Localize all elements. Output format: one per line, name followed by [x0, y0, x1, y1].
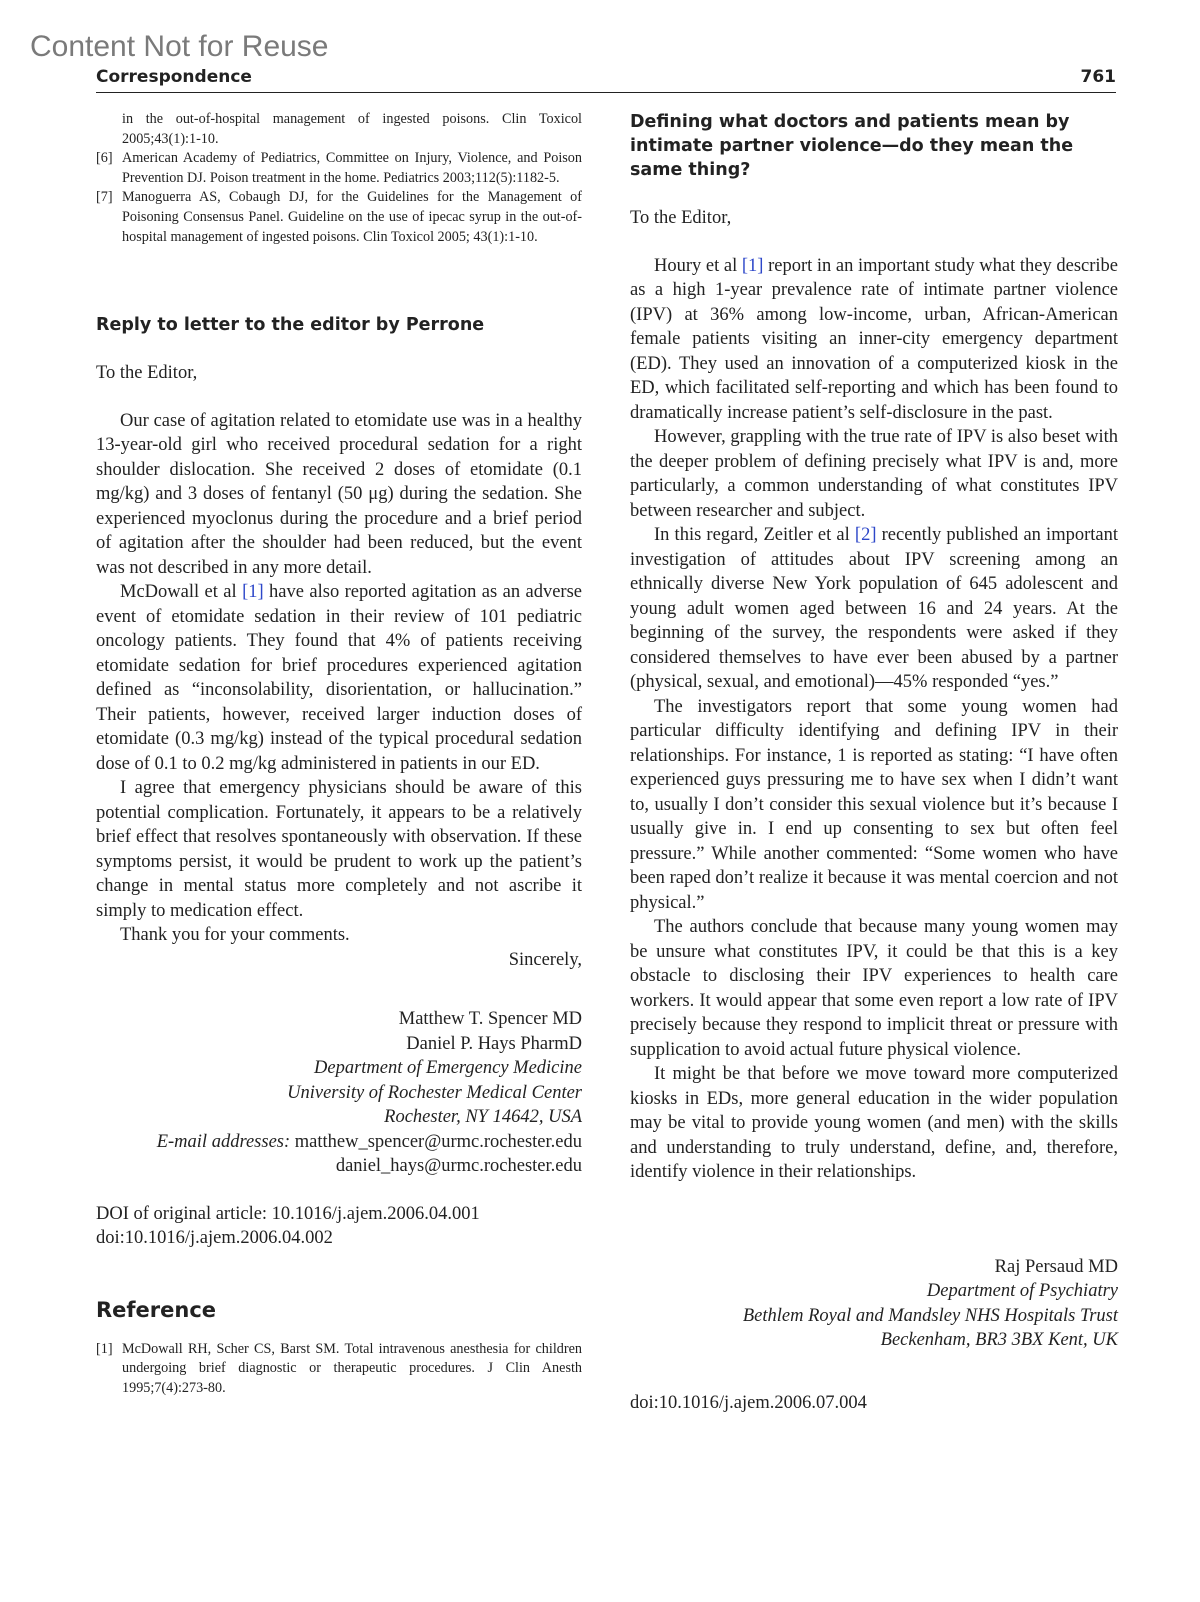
- running-header: [96, 64, 1116, 93]
- letter-body: [630, 254, 1118, 1185]
- paragraph-text: Houry et al: [654, 255, 742, 276]
- author-institution: Bethlem Royal and Mandsley NHS Hospitals Trust: [742, 1305, 1118, 1326]
- page-number: 761: [1080, 67, 1116, 87]
- paragraph-text: have also reported agitation as an adverse event of etomidate sedation in their review of 101 pediatric oncology patients. They found that 4% of patients receiving etomidate sedation for brief procedures experienced agitation defined as “inconsolability, disorientation, or hallucination.” Their patients, however, received larger induction doses of etomidate (0.3 mg/kg) instead of the typical procedural sedation dose of 0.1 to 0.2 mg/kg administered in patients in our ED.: [96, 582, 582, 774]
- right-column: [630, 110, 1118, 1415]
- letter-title: Defining what doctors and patients mean by intimate partner violence—do they mean the same thing?: [630, 112, 1074, 180]
- email-address[interactable]: matthew_spencer@urmc.rochester.edu: [294, 1131, 582, 1152]
- original-doi: DOI of original article: 10.1016/j.ajem.2006.04.001: [96, 1203, 480, 1224]
- salutation: To the Editor,: [96, 363, 198, 384]
- author-city: Rochester, NY 14642, USA: [384, 1107, 582, 1128]
- reference-text: Manoguerra AS, Cobaugh DJ, for the Guidelines for the Management of Poisoning Consensus Panel. Guideline on the use of ipecac syrup in the out-of-hospital management of ingested poisons. Clin Toxicol 2005; 43(1):1-10.: [122, 189, 582, 245]
- paragraph: The investigators report that some young women had particular difficulty identifying and defining IPV in their relationships. For instance, 1 is reported as stating: “I have often experienced guys pressuring me to have sex when I didn’t want to, usually I don’t consider this sexual violence but it’s because I usually give in. I end up consenting to sex but often feel pressure.” While another commented: “Some women who have been raped don’t realize it because it was mental coercion and not physical.”: [630, 696, 1118, 913]
- author-name: Matthew T. Spencer MD: [398, 1009, 582, 1030]
- signature-block: [630, 1255, 1118, 1353]
- section-name: Correspondence: [96, 67, 252, 87]
- doi: doi:10.1016/j.ajem.2006.04.002: [96, 1228, 333, 1249]
- author-name: Daniel P. Hays PharmD: [406, 1033, 582, 1054]
- paragraph: However, grappling with the true rate of IPV is also beset with the deeper problem of defining precisely what IPV is and, more particularly, a common understanding of what constitutes IPV between researcher and subject.: [630, 427, 1118, 521]
- paragraph-text: McDowall et al: [120, 582, 243, 603]
- signature-block: [96, 948, 582, 1179]
- reference-text: in the out-of-hospital management of ingested poisons. Clin Toxicol 2005;43(1):1-10.: [122, 111, 582, 147]
- citation-link[interactable]: [1]: [741, 255, 764, 276]
- email-line: [96, 1130, 582, 1155]
- reference-item: [96, 188, 582, 247]
- reference-text: McDowall RH, Scher CS, Barst SM. Total intravenous anesthesia for children undergoing brief diagnostic or therapeutic procedures. J Clin Anesth 1995;7(4):273-80.: [122, 1340, 582, 1396]
- reference-list: [96, 1340, 582, 1399]
- reference-item: [96, 1340, 582, 1399]
- reference-item: [96, 149, 582, 188]
- paragraph: I agree that emergency physicians should be aware of this potential complication. Fortunately, it appears to be a relatively brief effect that resolves spontaneously with observation. If these symptoms persist, it would be prudent to work up the patient’s change in mental status more completely and not ascribe it simply to medication effect.: [96, 778, 582, 921]
- reference-number: [6]: [96, 150, 113, 167]
- reference-number: [1]: [96, 1340, 113, 1357]
- letter-body: [96, 409, 582, 948]
- paragraph: Our case of agitation related to etomidate use was in a healthy 13-year-old girl who received procedural sedation for a right shoulder dislocation. She received 2 doses of etomidate (0.1 mg/kg) and 3 doses of fentanyl (50 μg) during the sedation. She experienced myoclonus during the procedure and a brief period of agitation after the shoulder had been reduced, but the event was not described in any more detail.: [96, 410, 582, 578]
- paragraph: [96, 580, 582, 776]
- author-department: Department of Emergency Medicine: [314, 1058, 582, 1079]
- closing: Sincerely,: [508, 949, 582, 970]
- reference-number: [7]: [96, 189, 113, 206]
- author-department: Department of Psychiatry: [926, 1281, 1118, 1301]
- author-name: Raj Persaud MD: [994, 1256, 1118, 1277]
- author-institution: University of Rochester Medical Center: [287, 1082, 582, 1103]
- email-address[interactable]: daniel_hays@urmc.rochester.edu: [335, 1156, 582, 1177]
- paragraph-text: recently published an important investigation of attitudes about IPV screening among an ethnically diverse New York population of 645 adolescent and young adult women aged between 16 and 24 years. At the beginning of the survey, the respondents were asked if they considered themselves to have ever been abused by a partner (physical, sexual, and emotional)—45% responded “yes.”: [630, 525, 1118, 692]
- paragraph-text: In this regard, Zeitler et al: [654, 525, 855, 545]
- left-column: [96, 110, 582, 1398]
- citation-link[interactable]: [2]: [854, 525, 877, 545]
- doi: doi:10.1016/j.ajem.2006.07.004: [630, 1392, 867, 1413]
- letter-title: Reply to letter to the editor by Perrone: [96, 315, 485, 336]
- reference-text: American Academy of Pediatrics, Committee on Injury, Violence, and Poison Prevention DJ. Poison treatment in the home. Pediatrics 2003;112(5):1182-5.: [122, 150, 582, 186]
- paragraph: [630, 523, 1118, 695]
- reference-list-continued: [96, 110, 582, 247]
- paragraph: The authors conclude that because many young women may be unsure what constitutes IPV, it could be that this is a key obstacle to disclosing their IPV experiences to health care workers. It would appear that some even report a low rate of IPV precisely because they respond to implicit threat or pressure with supplication to avoid actual future physical violence.: [630, 917, 1118, 1060]
- paragraph-text: report in an important study what they describe as a high 1-year prevalence rate of intimate partner violence (IPV) at 36% among low-income, urban, African-American female patients visiting an inner-city emergency department (ED). They used an innovation of a computerized kiosk in the ED, which facilitated self-reporting and which has been found to dramatically increase patient’s self-disclosure in the past.: [630, 255, 1118, 423]
- reference-heading: Reference: [96, 1297, 217, 1322]
- watermark: Content Not for Reuse: [30, 30, 329, 63]
- email-label: E-mail addresses:: [156, 1131, 291, 1152]
- paragraph: Thank you for your comments.: [120, 925, 350, 946]
- salutation: To the Editor,: [630, 208, 732, 228]
- author-city: Beckenham, BR3 3BX Kent, UK: [880, 1330, 1118, 1350]
- citation-link[interactable]: [1]: [242, 582, 264, 603]
- reference-item: [96, 110, 582, 149]
- paragraph: [630, 254, 1118, 426]
- paragraph: It might be that before we move toward more computerized kiosks in EDs, more general education in the wider population may be vital to provide young women (and men) with the skills and understanding to truly understand, define, and, therefore, identify violence in their relationships.: [630, 1064, 1118, 1182]
